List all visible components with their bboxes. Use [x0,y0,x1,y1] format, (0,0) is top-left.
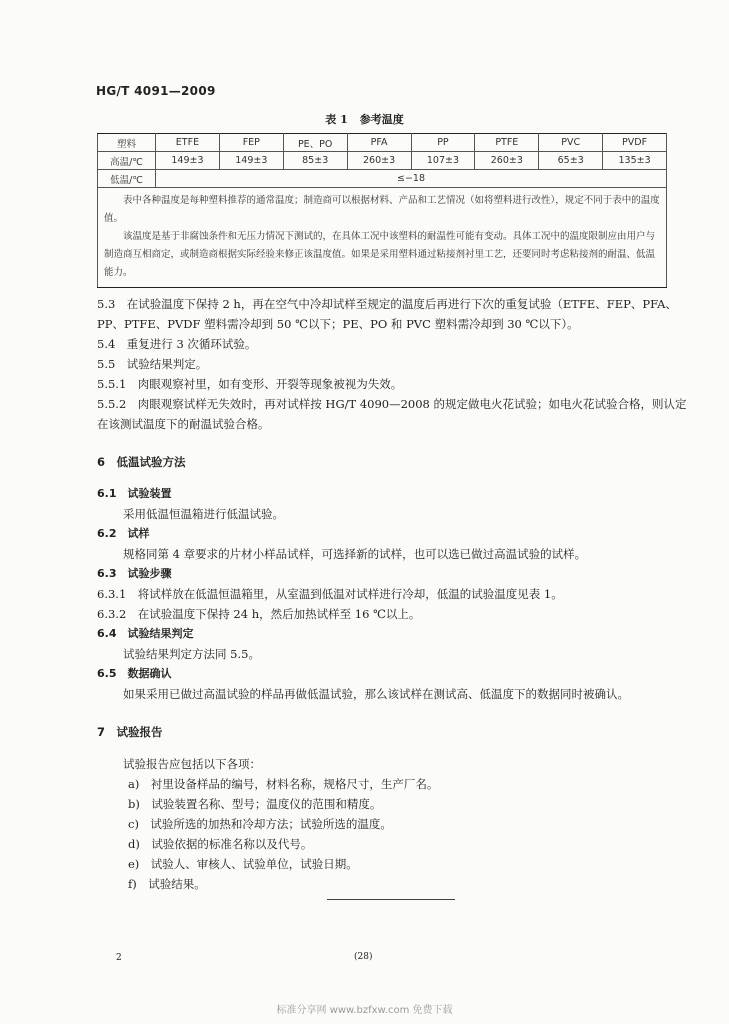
table-cell: 65±3 [539,152,603,170]
clause-6-3-2: 6.3.2 在试验温度下保持 24 h，然后加热试样至 16 ℃以上。 [97,607,421,621]
column-header: PTFE [475,134,539,152]
column-header: PE、PO [283,134,347,152]
table-cell: 149±3 [156,152,220,170]
table-note-paragraph: 该温度是基于非腐蚀条件和无压力情况下测试的，在具体工况中该塑料的耐温性可能有变动。具体工况中的温度限制应由用户与制造商互相商定，或制造商根据实际经验来修正该温度值。如果是采用塑料通过粘接剂衬里工艺，还要同时考虑粘接剂的耐温、低温能力。 [104,231,656,278]
table-cell: 260±3 [475,152,539,170]
clause-6-3-1: 6.3.1 将试样放在低温恒温箱里，从室温到低温对试样进行冷却，低温的试验温度见表 1。 [97,587,563,601]
clause-6-1-title: 6.1 试验装置 [97,487,172,500]
standard-number: HG/T 4091—2009 [96,84,216,98]
clause-5-5-2: 5.5.2 肉眼观察试样无失效时，再对试样按 HG/T 4090—2008 的规定做电火花试验；如电火花试验合格，则认定在该测试温度下的耐温试验合格。 [97,397,687,431]
clause-5-5: 5.5 试验结果判定。 [97,357,208,371]
row-header-plastic: 塑料 [98,134,156,152]
table-cell: 135±3 [603,152,667,170]
clause-6-2-title: 6.2 试样 [97,527,150,540]
table-note-paragraph: 表中各种温度是每种塑料推荐的通常温度；制造商可以根据材料、产品和工艺情况（如将塑料进行改性），规定不同于表中的温度值。 [104,195,660,224]
table-caption-number: 表 1 [325,113,348,126]
table-note [98,188,667,288]
report-intro: 试验报告应包括以下各项： [123,757,261,771]
watermark: 标准分享网 www.bzfxw.com 免费下载 [276,1005,453,1016]
section-6 [97,452,687,704]
list-item: c) 试验所选的加热和冷却方法；试验所选的温度。 [128,817,392,831]
report-item-list [97,774,687,894]
section-7 [97,722,687,894]
clause-6-5-title: 6.5 数据确认 [97,667,172,680]
clause-6-2-text: 规格同第 4 章要求的片材小样品试样，可选择新的试样，也可以选已做过高温试验的试样。 [123,547,587,561]
clause-6-5-text: 如果采用已做过高温试验的样品再做低温试验，那么该试样在测试高、低温度下的数据同时被确认。 [123,687,629,701]
low-temperature-label: 低温/℃ [98,170,156,188]
reference-temperature-table [97,133,667,288]
clause-6-3-title: 6.3 试验步骤 [97,567,172,580]
section-5-continued [97,294,687,434]
table-cell: 260±3 [347,152,411,170]
list-item: e) 试验人、审核人、试验单位，试验日期。 [128,857,358,871]
clause-6-4-title: 6.4 试验结果判定 [97,627,194,640]
high-temperature-label: 高温/℃ [98,152,156,170]
list-item: b) 试验装置名称、型号；温度仪的范围和精度。 [128,797,382,811]
column-header: PFA [347,134,411,152]
high-temperature-row [98,152,667,170]
list-item: d) 试验依据的标准名称以及代号。 [128,837,313,851]
low-temperature-value: ≤−18 [156,170,667,188]
clause-6-1-text: 采用低温恒温箱进行低温试验。 [123,507,284,521]
low-temperature-row [98,170,667,188]
table-caption-title: 参考温度 [359,113,404,126]
column-header: PVDF [603,134,667,152]
column-header: FEP [219,134,283,152]
section-6-title: 6 低温试验方法 [97,455,186,469]
table-note-row [98,188,667,288]
clause-6-4-text: 试验结果判定方法同 5.5。 [123,647,260,661]
section-7-title: 7 试验报告 [97,725,163,739]
end-rule [327,899,455,900]
table-cell: 85±3 [283,152,347,170]
clause-5-3: 5.3 在试验温度下保持 2 h，再在空气中冷却试样至规定的温度后再进行下次的重复试验（ETFE、FEP、PFA、PP、PTFE、PVDF 塑料需冷却到 50 ℃以下；PE、PO 和 PVC 塑料需冷却到 30 ℃以下）。 [97,297,677,331]
clause-5-4: 5.4 重复进行 3 次循环试验。 [97,337,257,351]
table-header-row [98,134,667,152]
list-item: f) 试验结果。 [128,877,206,891]
column-header: ETFE [156,134,220,152]
clause-5-5-1: 5.5.1 肉眼观察衬里，如有变形、开裂等现象被视为失效。 [97,377,403,391]
column-header: PVC [539,134,603,152]
page-mark: (28) [354,952,373,962]
table-caption [0,111,729,127]
list-item: a) 衬里设备样品的编号，材料名称，规格尺寸，生产厂名。 [128,777,439,791]
column-header: PP [411,134,475,152]
table-cell: 107±3 [411,152,475,170]
table-cell: 149±3 [219,152,283,170]
page-number: 2 [116,953,122,963]
